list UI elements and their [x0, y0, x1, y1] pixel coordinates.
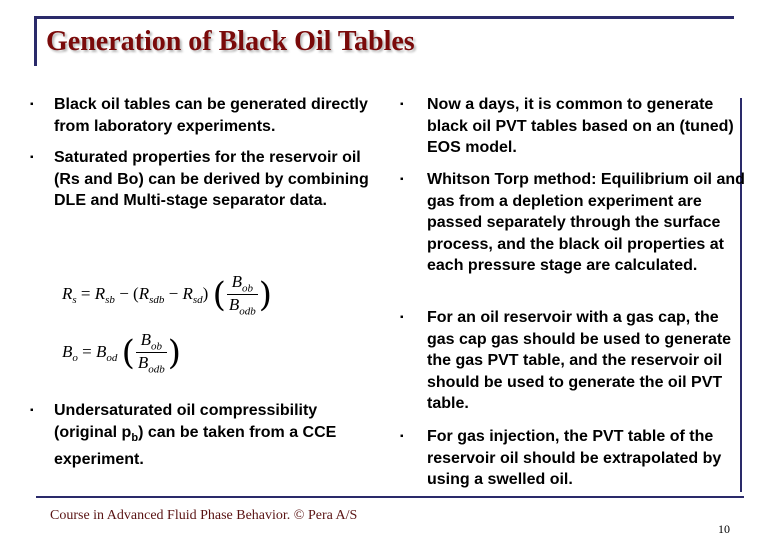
page-number: 10 [718, 522, 730, 536]
slide-title: Generation of Black Oil Tables [46, 26, 415, 57]
left-bullet-1: Black oil tables can be generated directly from laboratory experiments. [54, 96, 368, 135]
bullet-marker: ▪ [30, 405, 34, 416]
right-bullet-2: Whitson Torp method: Equilibrium oil and gas from a depletion experiment are passed separately through the surface process, and the black oil properties at each pressure stage are calculated. [427, 171, 745, 274]
footer-credit: Course in Advanced Fluid Phase Behavior. © Pera A/S [50, 508, 358, 523]
left-bullet-2: Saturated properties for the reservoir oil (Rs and Bo) can be derived by combining DLE and Multi-stage separator data. [54, 149, 369, 209]
left-bullet-3: Undersaturated oil compressibility (original $p_b$) can be taken from a CCE experiment. [54, 402, 337, 469]
right-bullet-1: Now a days, it is common to generate black oil PVT tables based on an (tuned) EOS model. [427, 96, 734, 156]
bullet-marker: ▪ [400, 312, 404, 323]
bullet-marker: ▪ [30, 99, 34, 110]
frame-top-line [34, 16, 734, 19]
right-bullet-3: For an oil reservoir with a gas cap, the gas cap gas should be used to generate the gas PVT table, and the reservoir oil should be used to generate the oil PVT table. [427, 309, 732, 412]
frame-left-line [34, 16, 37, 66]
bullet-marker: ▪ [400, 99, 404, 110]
rs-formula: $R_s = R_{sb} - (R_{sdb} - R_{sd})$ ( $\frac{B_{ob}}{B_{odb}}$ ) [62, 272, 272, 318]
bullet-marker: ▪ [400, 174, 404, 185]
frame-bottom-line [36, 496, 744, 498]
right-bullet-4: For gas injection, the PVT table of the reservoir oil should be extrapolated by using a swelled oil. [427, 428, 722, 488]
bullet-marker: ▪ [30, 152, 34, 163]
bullet-marker: ▪ [400, 431, 404, 442]
bo-formula: $B_o = B_{od}$ ( $\frac{B_{ob}}{B_{odb}}$ ) [62, 330, 182, 376]
